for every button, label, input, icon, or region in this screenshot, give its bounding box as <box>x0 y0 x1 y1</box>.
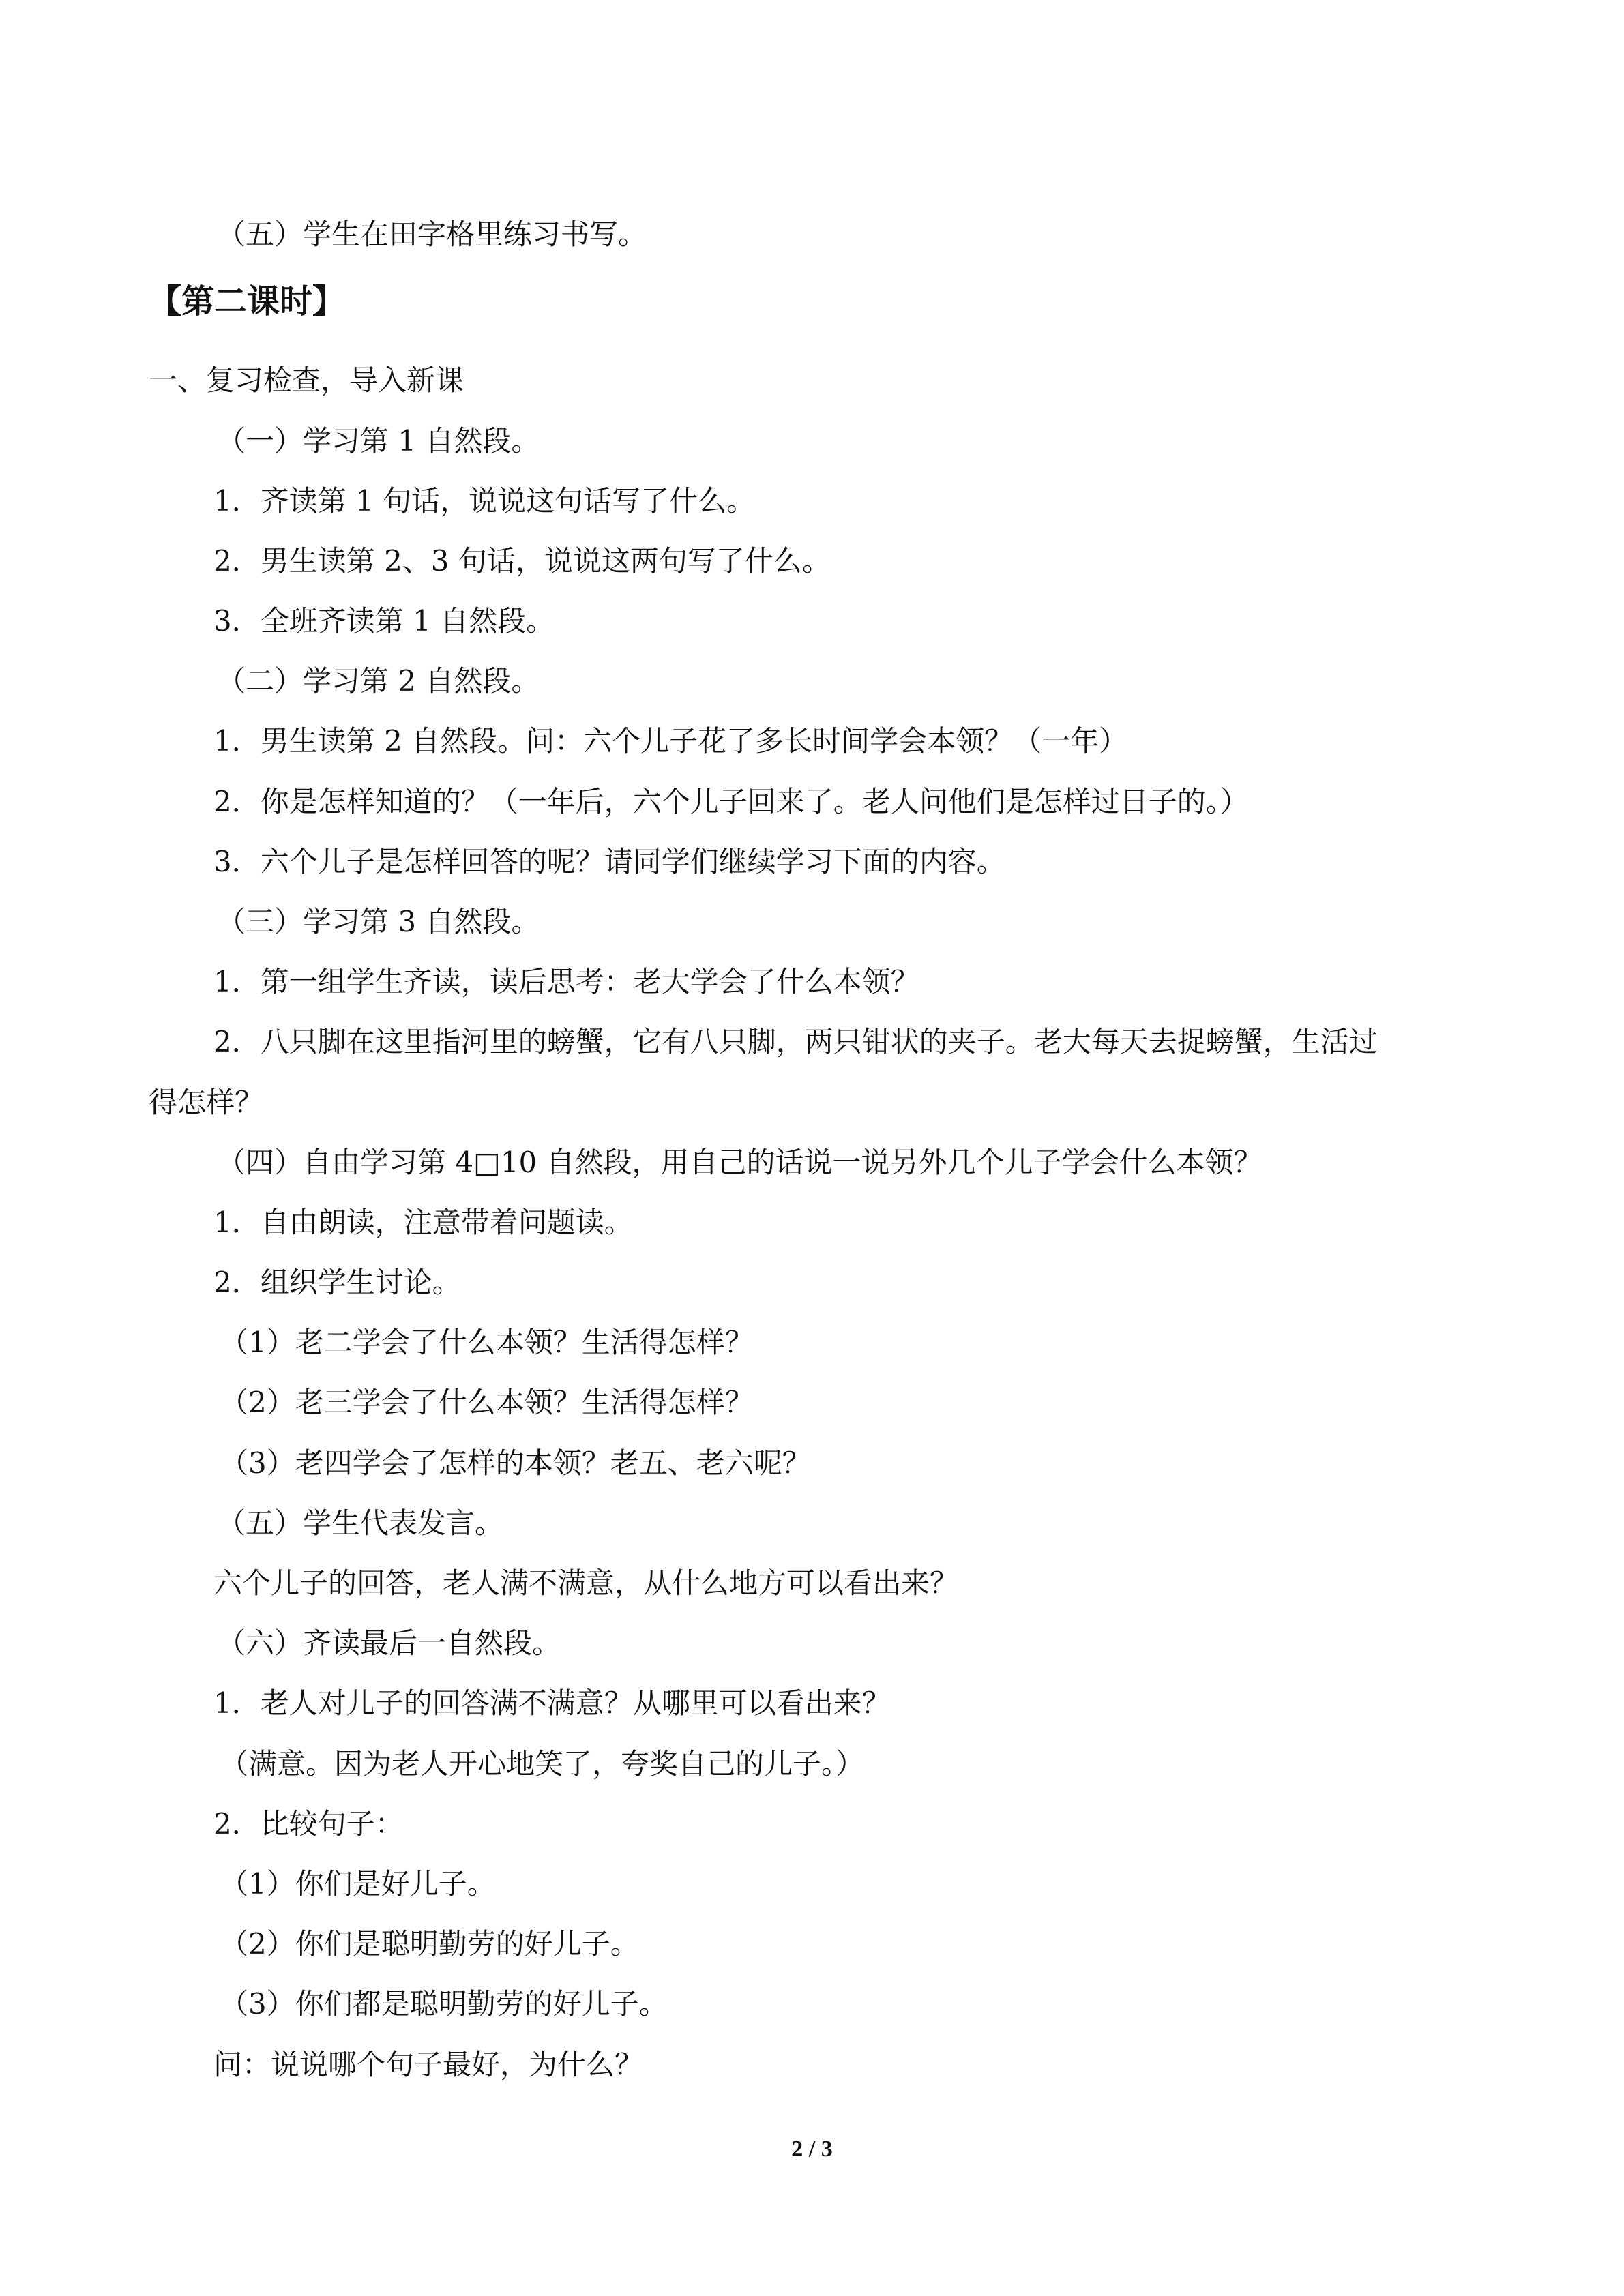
paragraph-line: 3．全班齐读第 1 自然段。 <box>213 604 555 638</box>
paragraph-line: （3）你们都是聪明勤劳的好儿子。 <box>220 1987 668 2021</box>
paragraph-line: 2．组织学生讨论。 <box>213 1266 461 1299</box>
paragraph-line: 1．齐读第 1 句话，说说这句话写了什么。 <box>213 484 756 518</box>
paragraph-line: （2）你们是聪明勤劳的好儿子。 <box>220 1927 639 1960</box>
paragraph-line: （二）学习第 2 自然段。 <box>217 664 540 698</box>
paragraph-line: 2．男生读第 2、3 句话，说说这两句写了什么。 <box>213 544 831 578</box>
paragraph-line: 1．男生读第 2 自然段。问：六个儿子花了多长时间学会本领？（一年） <box>213 724 1128 758</box>
paragraph-line: 2．八只脚在这里指河里的螃蟹，它有八只脚，两只钳状的夹子。老大每天去捉螃蟹，生活过 <box>213 1025 1378 1058</box>
paragraph-line: 六个儿子的回答，老人满不满意，从什么地方可以看出来？ <box>213 1566 959 1600</box>
paragraph-line: （四）自由学习第 4□10 自然段，用自己的话说一说另外几个儿子学会什么本领？ <box>217 1146 1263 1179</box>
paragraph-line: （3）老四学会了怎样的本领？老五、老六呢？ <box>220 1446 811 1480</box>
paragraph-line: 问：说说哪个句子最好，为什么？ <box>213 2048 644 2081</box>
paragraph-line: （五）学生代表发言。 <box>217 1506 504 1540</box>
paragraph-line: 一、复习检查，导入新课 <box>149 363 464 397</box>
paragraph-line: （三）学习第 3 自然段。 <box>217 905 540 938</box>
paragraph-line: （六）齐读最后一自然段。 <box>217 1626 561 1660</box>
paragraph-line: 得怎样？ <box>149 1086 264 1119</box>
paragraph-line: 1．自由朗读，注意带着问题读。 <box>213 1206 633 1239</box>
paragraph-line: （五）学生在田字格里练习书写。 <box>217 218 647 251</box>
paragraph-line: （1）你们是好儿子。 <box>220 1867 496 1900</box>
paragraph-line: 1．老人对儿子的回答满不满意？从哪里可以看出来？ <box>213 1686 891 1720</box>
paragraph-line: 2．你是怎样知道的？（一年后，六个儿子回来了。老人问他们是怎样过日子的。） <box>213 785 1249 818</box>
paragraph-line: （满意。因为老人开心地笑了，夸奖自己的儿子。） <box>220 1747 865 1780</box>
section-heading: 【第二课时】 <box>149 282 346 320</box>
paragraph-line: （1）老二学会了什么本领？生活得怎样？ <box>220 1326 754 1359</box>
paragraph-line: （2）老三学会了什么本领？生活得怎样？ <box>220 1386 754 1419</box>
paragraph-line: 1．第一组学生齐读，读后思考：老大学会了什么本领？ <box>213 965 919 998</box>
paragraph-line: 2．比较句子： <box>213 1807 404 1840</box>
page-number: 2 / 3 <box>791 2136 833 2162</box>
paragraph-line: （一）学习第 1 自然段。 <box>217 424 540 458</box>
paragraph-line: 3．六个儿子是怎样回答的呢？请同学们继续学习下面的内容。 <box>213 845 1005 878</box>
